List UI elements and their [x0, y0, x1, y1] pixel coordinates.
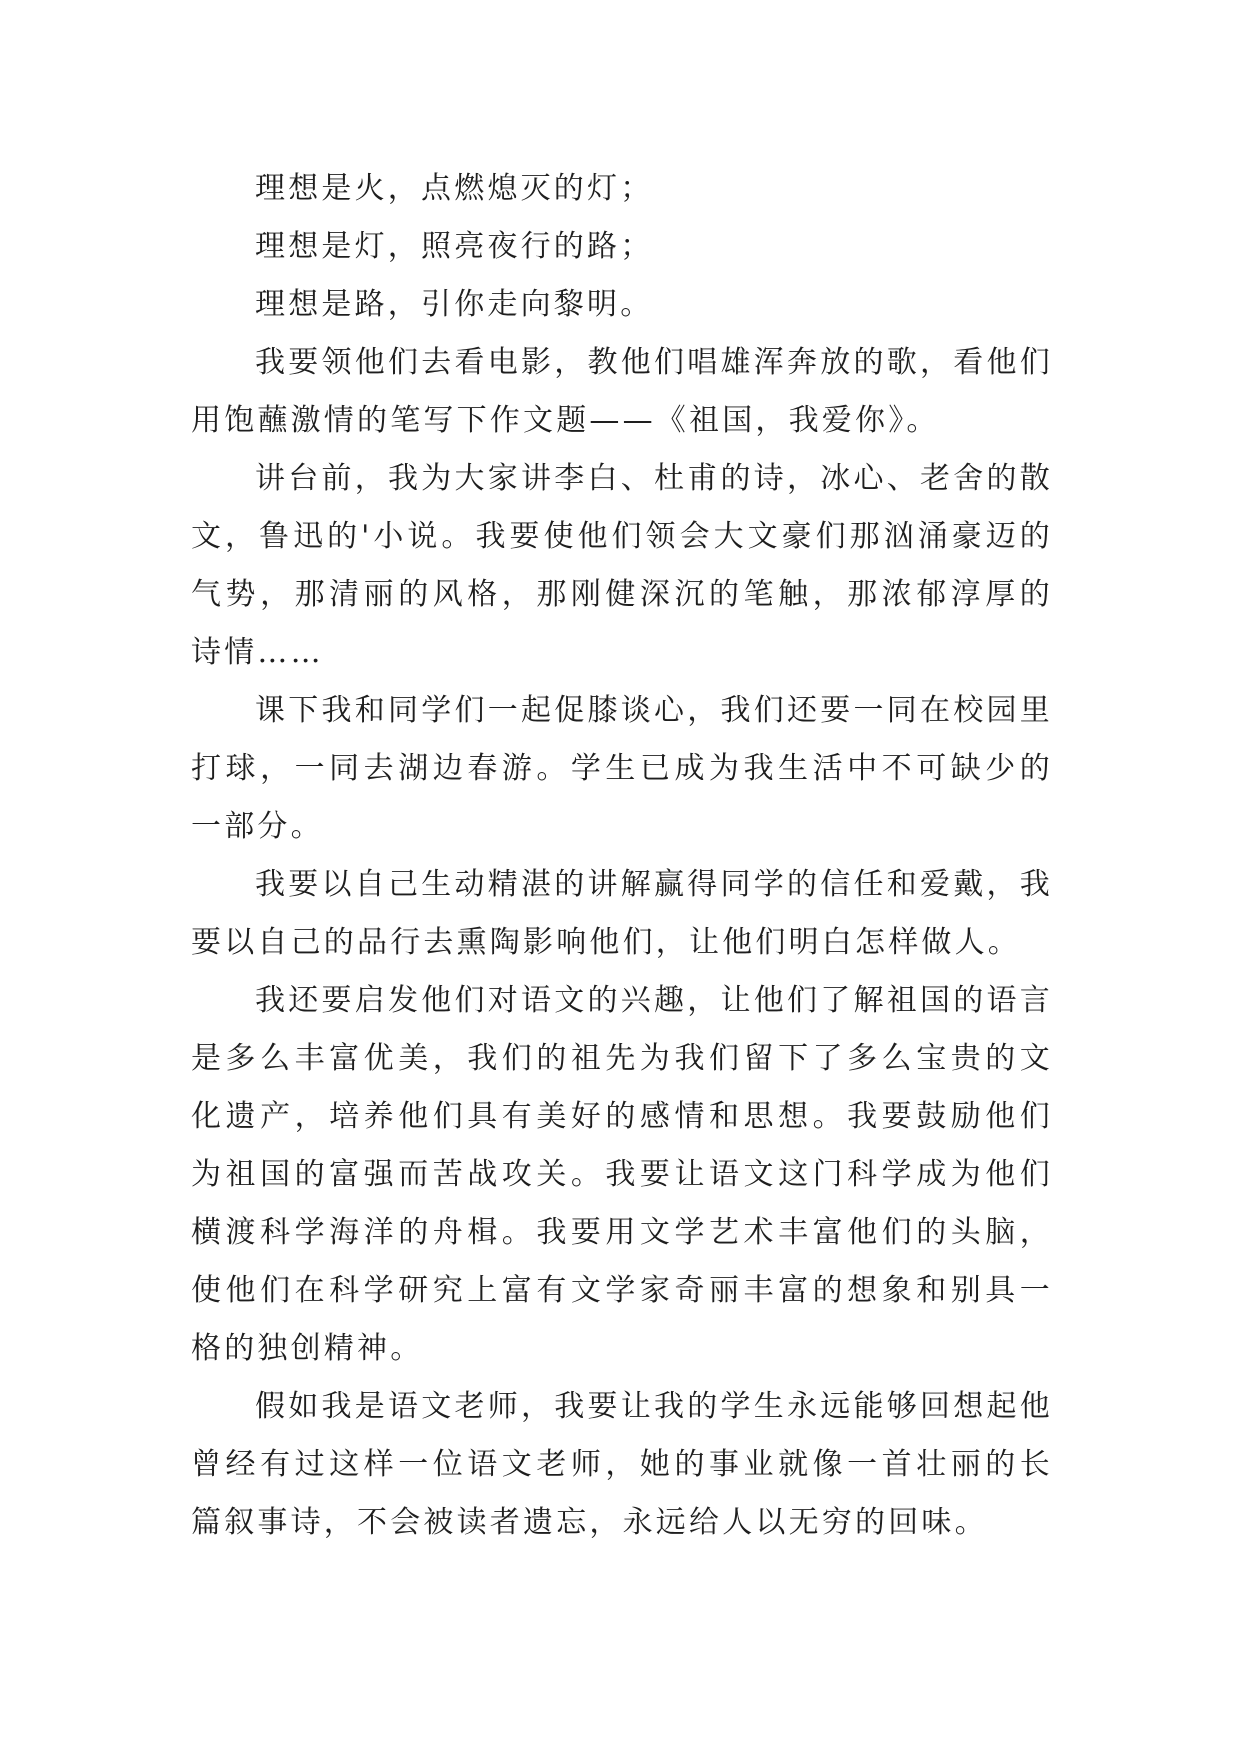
paragraph-6: 课下我和同学们一起促膝谈心，我们还要一同在校园里打球，一同去湖边春游。学生已成为我生活中不可缺少的一部分。 [191, 693, 1053, 844]
paragraph-9: 假如我是语文老师，我要让我的学生永远能够回想起他曾经有过这样一位语文老师，她的事业就像一首壮丽的长篇叙事诗，不会被读者遗忘，永远给人以无穷的回味。 [191, 1389, 1053, 1540]
paragraph-2: 理想是灯，照亮夜行的路； [255, 229, 654, 264]
paragraph-1: 理想是火，点燃熄灭的灯； [255, 171, 654, 206]
paragraph-8: 我还要启发他们对语文的兴趣，让他们了解祖国的语言是多么丰富优美，我们的祖先为我们留下了多么宝贵的文化遗产，培养他们具有美好的感情和思想。我要鼓励他们为祖国的富强而苦战攻关。我要让语文这门科学成为他们横渡科学海洋的舟楫。我要用文学艺术丰富他们的头脑，使他们在科学研究上富有文学家奇丽丰富的想象和别具一格的独创精神。 [191, 983, 1053, 1366]
paragraph-4: 我要领他们去看电影，教他们唱雄浑奔放的歌，看他们用饱蘸激情的笔写下作文题——《祖国，我爱你》。 [191, 345, 1053, 438]
document-body [191, 160, 1053, 1552]
paragraph-5: 讲台前，我为大家讲李白、杜甫的诗，冰心、老舍的散文，鲁迅的'小说。我要使他们领会大文豪们那汹涌豪迈的气势，那清丽的风格，那刚健深沉的笔触，那浓郁淳厚的诗情…… [191, 461, 1053, 670]
paragraph-7: 我要以自己生动精湛的讲解赢得同学的信任和爱戴，我要以自己的品行去熏陶影响他们，让他们明白怎样做人。 [191, 867, 1053, 960]
paragraph-3: 理想是路，引你走向黎明。 [255, 287, 654, 322]
